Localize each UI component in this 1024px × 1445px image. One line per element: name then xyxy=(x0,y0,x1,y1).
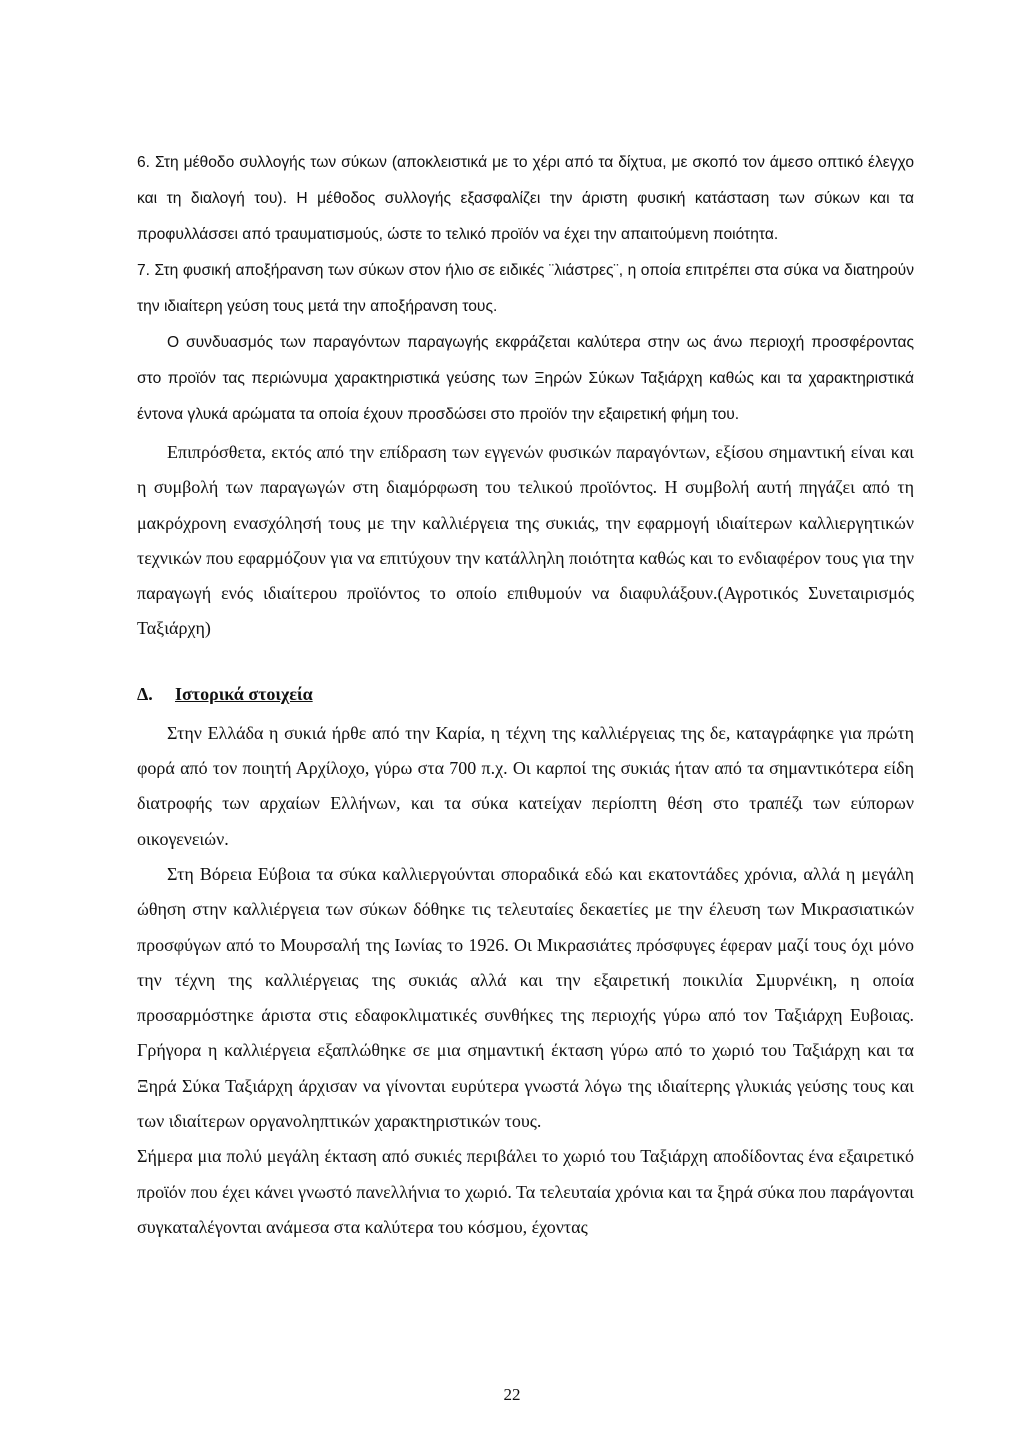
history-paragraph-1: Στην Ελλάδα η συκιά ήρθε από την Καρία, η τέχνη της καλλιέργειας της δε, καταγράφηκε για πρώτη φορά από τον ποιητή Αρχίλοχο, γύρω στα 700 π.χ. Οι καρποί της συκιάς ήταν από τα σημαντικότερα είδη διατροφής των αρχαίων Ελλήνων, και τα σύκα κατείχαν περίοπτη θέση στο τραπέζι των εύπορων οικογενειών. xyxy=(137,722,914,849)
paragraph-producers-contribution: Επιπρόσθετα, εκτός από την επίδραση των εγγενών φυσικών παραγόντων, εξίσου σημαντική είναι και η συμβολή των παραγωγών στη διαμόρφωση του τελικού προϊόντος. Η συμβολή αυτή πηγάζει από τη μακρόχρονη ενασχόλησή τους με την καλλιέργεια της συκιάς, την εφαρμογή ιδιαίτερων καλλιεργητικών τεχνικών που εφαρμόζουν για να επιτύχουν την κατάλληλη ποιότητα καθώς και το ενδιαφέρον τους για την παραγωγή ενός ιδιαίτερου προϊόντος το οποίο επιθυμούν να διαφυλάξουν.(Αγροτικός Συνεταιρισμός Ταξιάρχη) xyxy=(137,442,914,639)
list-item-6: 6. Στη μέθοδο συλλογής των σύκων (αποκλειστικά με το χέρι από τα δίχτυα, με σκοπό τον άμεσο οπτικό έλεγχο και τη διαλογή του). Η μέθοδος συλλογής εξασφαλίζει την άριστη φυσική κατάσταση των σύκων και τα προφυλλάσσει από τραυματισμούς, ώστε το τελικό προϊόν να έχει την απαιτούμενη ποιότητα. xyxy=(137,154,914,243)
history-paragraph-3: Σήμερα μια πολύ μεγάλη έκταση από συκιές περιβάλει το χωριό του Ταξιάρχη αποδίδοντας ένα εξαιρετικό προϊόν που έχει κάνει γνωστό πανελλήνια το χωριό. Τα τελευταία χρόνια και τα ξηρά σύκα που παράγονται συγκαταλέγονται ανάμεσα στα καλύτερα του κόσμου, έχοντας xyxy=(137,1146,914,1237)
section-title: Ιστορικά στοιχεία xyxy=(175,683,313,704)
section-number: Δ. xyxy=(137,683,153,704)
page-number: 22 xyxy=(503,1385,521,1404)
page-content xyxy=(137,145,914,1245)
list-item-7: 7. Στη φυσική αποξήρανση των σύκων στον ήλιο σε ειδικές ¨λιάστρες¨, η οποία επιτρέπει στα σύκα να διατηρούν την ιδιαίτερη γεύση τους μετά την αποξήρανση τους. xyxy=(137,262,914,315)
section-heading xyxy=(137,677,914,712)
paragraph-production-factors: Ο συνδυασμός των παραγόντων παραγωγής εκφράζεται καλύτερα στην ως άνω περιοχή προσφέροντας στο προϊόν τας περιώνυμα χαρακτηριστικά γεύσης των Ξηρών Σύκων Ταξιάρχη καθώς και τα χαρακτηριστικά έντονα γλυκά αρώματα τα οποία έχουν προσδώσει στο προϊόν την εξαιρετική φήμη του. xyxy=(137,334,914,423)
history-paragraph-2: Στη Βόρεια Εύβοια τα σύκα καλλιεργούνται σποραδικά εδώ και εκατοντάδες χρόνια, αλλά η μεγάλη ώθηση στην καλλιέργεια των σύκων δόθηκε τις τελευταίες δεκαετίες με την έλευση των Μικρασιατικών προσφύγων από το Μουρσαλή της Ιωνίας το 1926. Οι Μικρασιάτες πρόσφυγες έφεραν μαζί τους όχι μόνο την τέχνη της καλλιέργειας της συκιάς αλλά και την εξαιρετική ποικιλία Σμυρνέικη, η οποία προσαρμόστηκε άριστα στις εδαφοκλιματικές συνθήκες της περιοχής γύρω από τον Ταξιάρχη Ευβοιας. Γρήγορα η καλλιέργεια εξαπλώθηκε σε μια σημαντική έκταση γύρω από το χωριό του Ταξιάρχη και τα Ξηρά Σύκα Ταξιάρχη άρχισαν να γίνονται ευρύτερα γνωστά λόγω της ιδιαίτερης γλυκιάς γεύσης τους και των ιδιαίτερων οργανοληπτικών χαρακτηριστικών τους. xyxy=(137,863,914,1132)
